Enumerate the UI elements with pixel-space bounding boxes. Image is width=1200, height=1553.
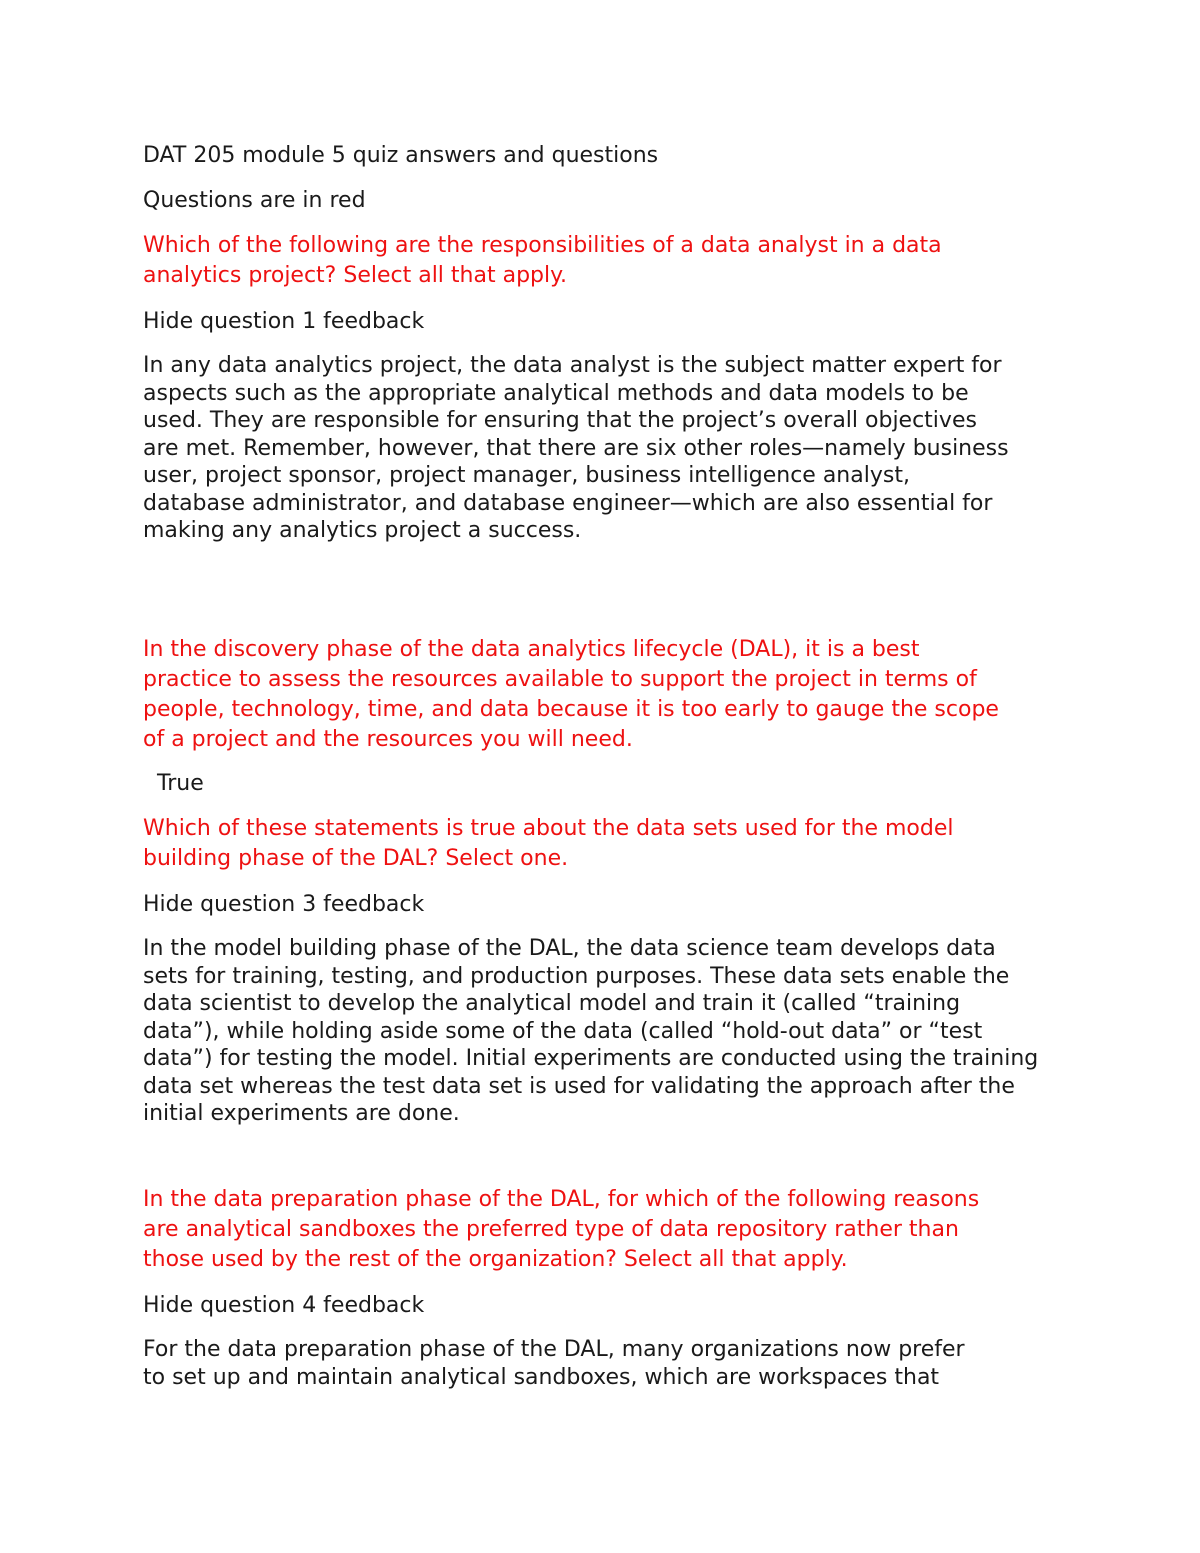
question-3: Which of these statements is true about the data sets used for the model building phase of the DAL? Select one. [143, 816, 954, 871]
question-1-feedback-label: Hide question 1 feedback [143, 309, 425, 334]
document-subtitle: Questions are in red [143, 188, 366, 213]
document-title: DAT 205 module 5 quiz answers and questions [143, 143, 659, 168]
question-4: In the data preparation phase of the DAL, for which of the following reasons are analytical sandboxes the preferred type of data repository rather than those used by the rest of the organization? Select all that apply. [143, 1187, 980, 1272]
question-1: Which of the following are the responsibilities of a data analyst in a data analytics project? Select all that apply. [143, 233, 942, 288]
question-3-feedback: In the model building phase of the DAL, the data science team develops data sets for training, testing, and production purposes. These data sets enable the data scientist to develop the analytical model and train it (called “training data”), while holding aside some of the data (called “hold-out data” or “test data”) for testing the model. Initial experiments are conducted using the training data set whereas the test data set is used for validating the approach after the initial experiments are done. [143, 936, 1039, 1126]
question-4-feedback: For the data preparation phase of the DAL, many organizations now prefer to set up and maintain analytical sandboxes, which are workspaces that [143, 1337, 965, 1390]
question-3-feedback-label: Hide question 3 feedback [143, 892, 425, 917]
question-1-feedback: In any data analytics project, the data analyst is the subject matter expert for aspects such as the appropriate analytical methods and data models to be used. They are responsible for ensuring that the project’s overall objectives are met. Remember, however, that there are six other roles—namely business user, project sponsor, project manager, business intelligence analyst, database administrator, and database engineer—which are also essential for making any analytics project a success. [143, 353, 1009, 543]
question-4-feedback-label: Hide question 4 feedback [143, 1293, 425, 1318]
question-2: In the discovery phase of the data analytics lifecycle (DAL), it is a best practice to assess the resources available to support the project in terms of people, technology, time, and data because it is too early to gauge the scope of a project and the resources you will need. [143, 637, 999, 752]
question-2-answer: True [157, 771, 204, 796]
